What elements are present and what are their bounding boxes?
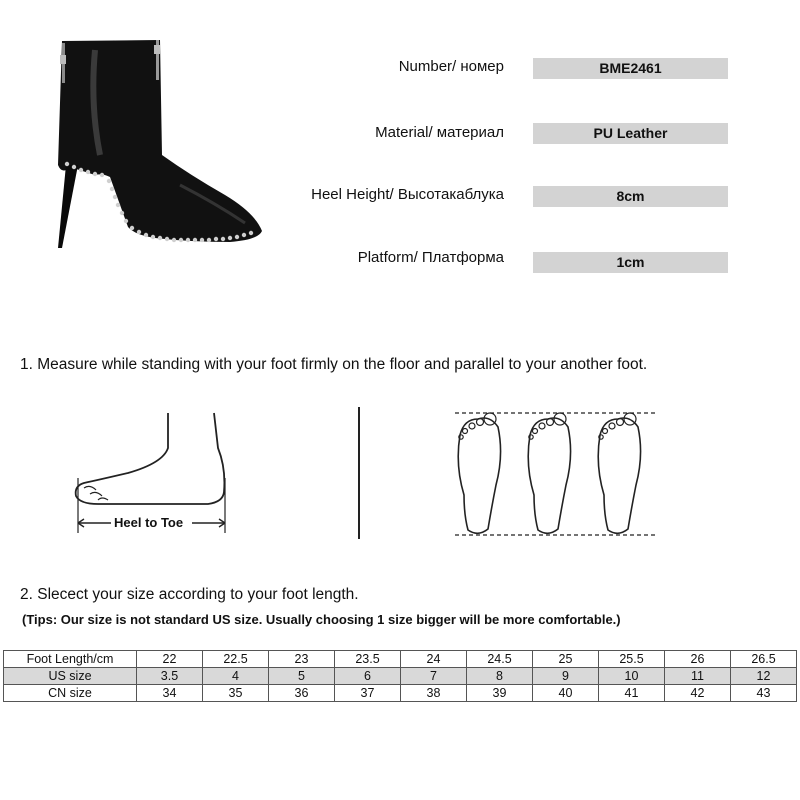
table-cell: 26.5 [731,651,797,668]
material-label: Material/ материал [375,124,504,141]
table-cell: 9 [533,668,599,685]
foot-top-3 [598,418,640,533]
boot-heel [58,165,78,248]
table-cell: 6 [335,668,401,685]
foot-top-2 [528,418,570,533]
table-row [4,685,797,702]
table-cell: 39 [467,685,533,702]
boot-body [58,40,262,242]
material-value: PU Leather [533,123,728,144]
table-cell: 7 [401,668,467,685]
table-cell: 8 [467,668,533,685]
feet-top-diagram [450,405,660,540]
row-header-us-size: US size [4,668,137,685]
table-cell: 12 [731,668,797,685]
table-cell: 23 [269,651,335,668]
table-cell: 25.5 [599,651,665,668]
table-cell: 22.5 [203,651,269,668]
table-cell: 36 [269,685,335,702]
table-cell: 23.5 [335,651,401,668]
tips-text: (Tips: Our size is not standard US size. Usually choosing 1 size bigger will be more comfortable.) [22,612,621,627]
step1-instruction: 1. Measure while standing with your foot firmly on the floor and parallel to your another foot. [20,356,648,373]
diagram-divider [358,407,360,539]
table-cell: 24.5 [467,651,533,668]
platform-label: Platform/ Платформа [357,249,504,266]
table-cell: 34 [137,685,203,702]
table-row [4,668,797,685]
table-cell: 43 [731,685,797,702]
table-cell: 25 [533,651,599,668]
number-value: BME2461 [533,58,728,79]
heel-height-label: Heel Height/ Высотакаблука [311,186,504,203]
table-cell: 11 [665,668,731,685]
table-cell: 38 [401,685,467,702]
heel-to-toe-label: Heel to Toe [114,515,184,530]
table-cell: 35 [203,685,269,702]
table-row [4,651,797,668]
row-header-cn-size: CN size [4,685,137,702]
platform-value: 1cm [533,252,728,273]
table-cell: 40 [533,685,599,702]
heel-height-value: 8cm [533,186,728,207]
ankle-boot-image [40,35,275,260]
table-cell: 37 [335,685,401,702]
table-cell: 41 [599,685,665,702]
size-chart-table [3,650,797,702]
foot-side-outline [76,413,225,504]
table-cell: 3.5 [137,668,203,685]
number-label: Number/ номер [398,58,504,75]
table-cell: 10 [599,668,665,685]
table-cell: 22 [137,651,203,668]
table-cell: 26 [665,651,731,668]
table-cell: 5 [269,668,335,685]
foot-top-1 [458,418,500,533]
table-cell: 24 [401,651,467,668]
step2-instruction: 2. Slecect your size according to your foot length. [20,586,359,603]
row-header-foot-length: Foot Length/cm [4,651,137,668]
table-cell: 42 [665,685,731,702]
table-cell: 4 [203,668,269,685]
